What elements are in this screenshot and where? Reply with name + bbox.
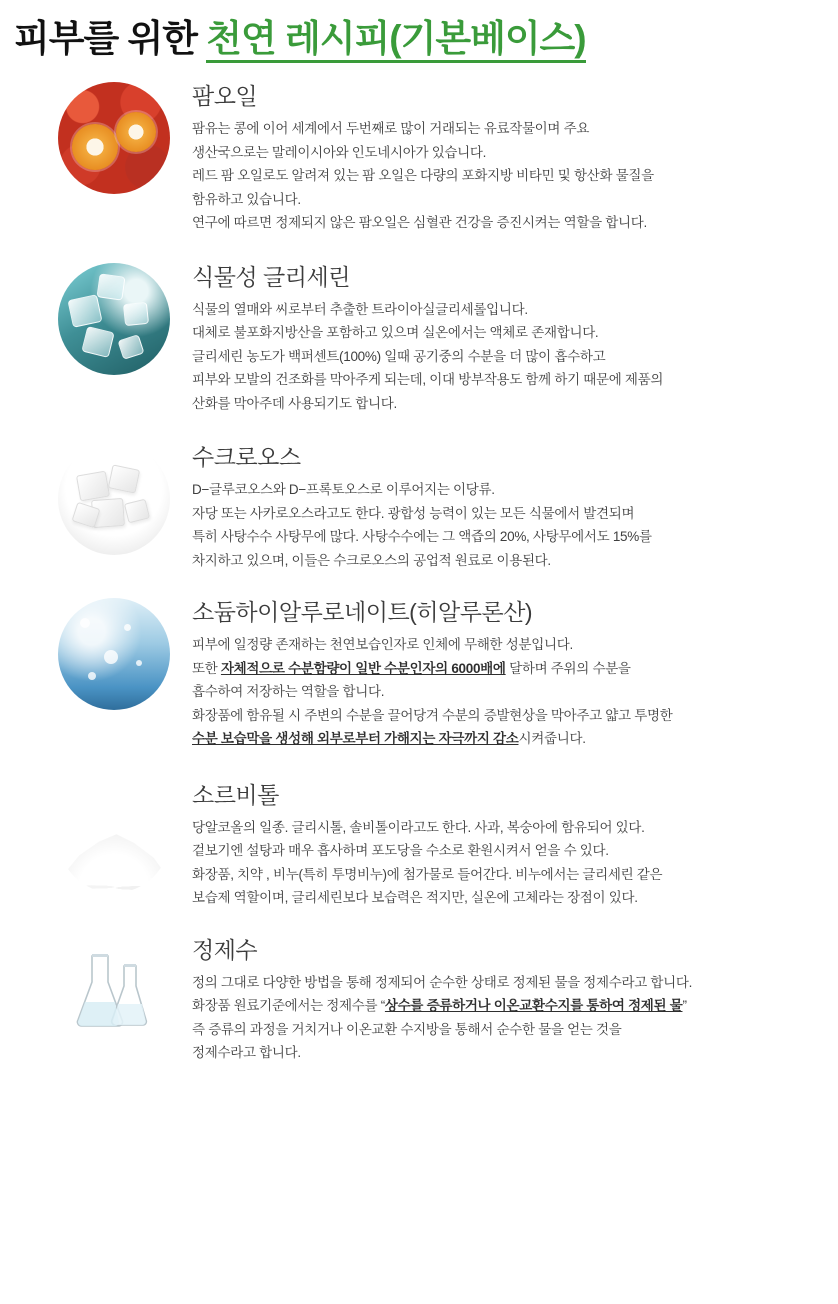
water-splash-photo	[58, 598, 170, 710]
section-sorbitol	[0, 777, 838, 912]
thumb-wrap	[36, 259, 192, 375]
section-sucrose	[0, 439, 838, 574]
thumb-wrap	[36, 594, 192, 710]
text-run: 화장품에 함유될 시 주변의 수분을 끌어당겨 수분의 증발현상을 막아주고 얇고 투명한	[192, 707, 673, 723]
page-title-highlight: 천연 레시피(기본베이스)	[206, 18, 585, 63]
text-line: 생산국으로는 말레이시아와 인도네시아가 있습니다.	[192, 144, 487, 160]
page-title	[0, 0, 838, 66]
text-line: 팜유는 콩에 이어 세계에서 두번째로 많이 거래되는 유료작물이며 주요	[192, 121, 590, 136]
text-line	[192, 682, 820, 703]
text-line: 글리세린 농도가 백퍼센트(100%) 일때 공기중의 수분을 더 많이 흡수하고	[192, 348, 606, 364]
white-powder-heap-photo	[58, 781, 170, 893]
text-run-emphasis: 수분 보습막을 생성해 외부로부터 가해지는 자극까지 감소	[192, 731, 519, 747]
text-run: 정의 그대로 다양한 방법을 통해 정제되어 순수한 상태로 정제된 물을 정제수라고 합니다.	[192, 974, 693, 990]
section-title: 소르비톨	[192, 781, 279, 808]
text-line: 식물의 열매와 씨로부터 추출한 트라이아실글리세롤입니다.	[192, 301, 528, 317]
text-line	[192, 1020, 820, 1041]
text-run: ”	[682, 998, 687, 1014]
section-title: 수크로오스	[192, 444, 301, 471]
text-line: 연구에 따르면 정제되지 않은 팜오일은 심혈관 건강을 증진시켜는 역할을 합니다.	[192, 215, 647, 231]
thumb-wrap	[36, 777, 192, 893]
text-line: 겉보기엔 설탕과 매우 흡사하며 포도당을 수소로 환원시켜서 얻을 수 있다.	[192, 843, 609, 859]
text-run-emphasis: 상수를 증류하거나 이온교환수지를 통하여 정제된 물	[384, 998, 683, 1014]
text-run: 달하며 주위의 수분을	[505, 660, 631, 676]
section-text	[192, 635, 820, 750]
section-title: 소듐하이알루로네이트(히알루론산)	[192, 599, 533, 626]
section-body	[192, 932, 838, 1067]
text-run: 피부에 일정량 존재하는 천연보습인자로 인체에 무해한 성분입니다.	[192, 637, 573, 653]
thumb-wrap	[36, 439, 192, 555]
text-line: 산화를 막아주데 사용되기도 합니다.	[192, 395, 397, 411]
text-line: 차지하고 있으며, 이들은 수크로오스의 공업적 원료로 이용된다.	[192, 552, 551, 568]
text-line: 보습제 역할이며, 글리세린보다 보습력은 적지만, 실온에 고체라는 장점이 있다.	[192, 890, 638, 906]
flask-icon	[58, 936, 170, 1048]
section-purified-water	[0, 932, 838, 1067]
text-line	[192, 659, 820, 680]
text-run: 즉 증류의 과정을 거치거나 이온교환 수지방을 통해서 순수한 물을 얻는 것을	[192, 1021, 622, 1037]
text-line: D−글루코오스와 D−프록토오스로 이루어지는 이당류.	[192, 482, 495, 498]
palm-oil-fruit-photo	[58, 82, 170, 194]
section-body	[192, 594, 838, 753]
text-run: 또한	[192, 660, 221, 676]
sugar-cubes-photo	[58, 443, 170, 555]
section-text	[192, 818, 820, 909]
section-text	[192, 300, 820, 415]
laboratory-flasks-photo	[58, 936, 170, 1048]
text-line: 자당 또는 사카로오스라고도 한다. 광합성 능력이 있는 모든 식물에서 발견되며	[192, 505, 635, 521]
section-text	[192, 119, 820, 234]
section-body	[192, 439, 838, 574]
section-title: 정제수	[192, 936, 258, 963]
text-line	[192, 729, 820, 750]
text-line	[192, 706, 820, 727]
section-sodium-hyaluronate	[0, 594, 838, 753]
text-line	[192, 996, 820, 1017]
thumb-wrap	[36, 932, 192, 1048]
section-title: 식물성 글리세린	[192, 263, 350, 290]
page-title-plain: 피부를 위한	[14, 18, 207, 59]
section-body	[192, 78, 838, 237]
section-title: 팜오일	[192, 83, 258, 109]
text-run: 흡수하여 저장하는 역할을 합니다.	[192, 684, 385, 700]
text-line: 레드 팜 오일로도 알려져 있는 팜 오일은 다량의 포화지방 비타민 및 항산화 물질을	[192, 168, 654, 184]
section-text	[192, 973, 820, 1064]
thumb-wrap	[36, 78, 192, 194]
section-vegetable-glycerin	[0, 259, 838, 418]
section-text	[192, 480, 820, 571]
text-run-emphasis: 자체적으로 수분함량이 일반 수분인자의 6000배에	[220, 660, 506, 676]
text-run: 시켜줍니다.	[518, 731, 586, 747]
section-palm-oil	[0, 78, 838, 237]
text-line	[192, 1043, 820, 1064]
section-body	[192, 777, 838, 912]
ice-cubes-water-photo	[58, 263, 170, 375]
text-line: 피부와 모발의 건조화를 막아주게 되는데, 이대 방부작용도 함께 하기 때문에 제품의	[192, 372, 664, 388]
text-line: 당알코올의 일종. 글리시톨, 솔비톨이라고도 한다. 사과, 복숭아에 함유되어 있다.	[192, 819, 645, 835]
text-line: 대체로 불포화지방산을 포함하고 있으며 실온에서는 액체로 존재합니다.	[192, 325, 599, 341]
text-line: 화장품, 치약 , 비누(특히 투명비누)에 첨가물로 들어간다. 비누에서는 글리세린 같은	[192, 866, 663, 882]
section-body	[192, 259, 838, 418]
text-line	[192, 635, 820, 656]
text-line: 특히 사탕수수 사탕무에 많다. 사탕수수에는 그 액즙의 20%, 사탕무에서도 15%를	[192, 529, 652, 545]
text-line	[192, 973, 820, 994]
text-line: 함유하고 있습니다.	[192, 191, 301, 207]
text-run: 정제수라고 합니다.	[192, 1045, 301, 1061]
text-run: 화장품 원료기준에서는 정제수를 “	[192, 998, 385, 1014]
